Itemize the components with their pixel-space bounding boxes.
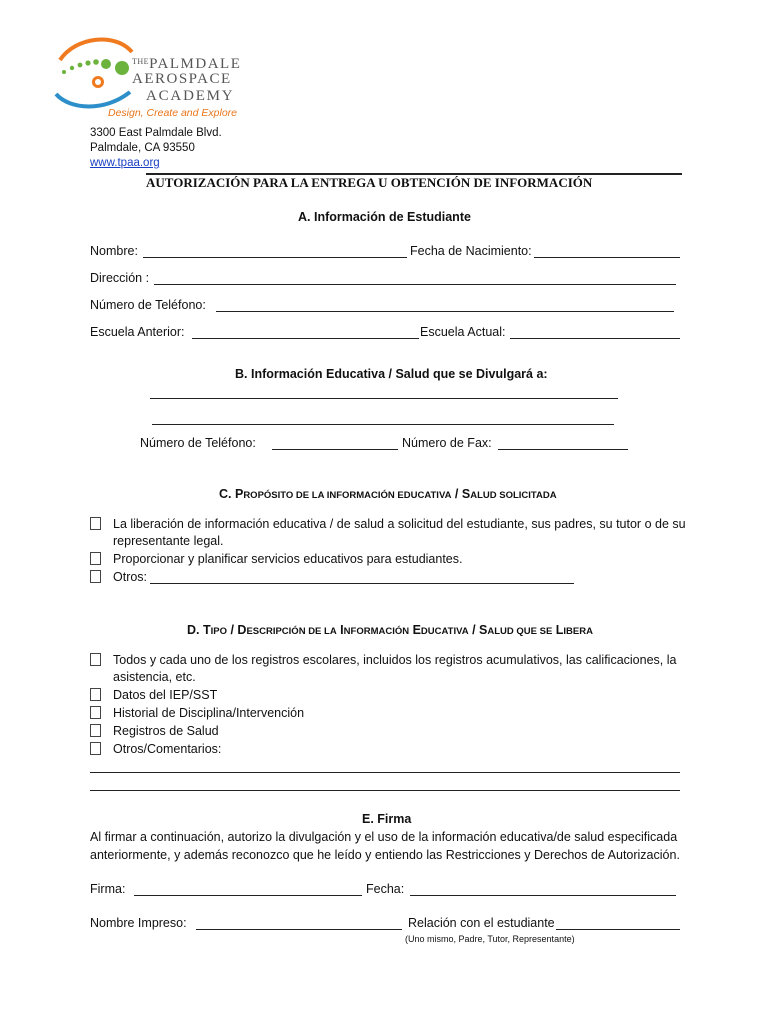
fecha-nacimiento-field[interactable]: [534, 257, 680, 258]
checkbox-purpose-release[interactable]: [90, 517, 111, 533]
recipient-fax-label: Número de Fax:: [402, 436, 492, 450]
direccion-field[interactable]: [154, 284, 676, 285]
telefono-field[interactable]: [216, 311, 674, 312]
title-rule: [146, 173, 682, 175]
authorization-text-2: anteriormente, y además reconozco que he leído y entiendo las Restricciones y Derechos de Autorización.: [90, 848, 680, 862]
logo-palmdale: PALMDALE: [149, 56, 242, 72]
checkbox-purpose-otros[interactable]: [90, 570, 111, 586]
fecha-label: Fecha:: [366, 882, 405, 896]
checkbox-all-records[interactable]: [90, 653, 111, 669]
document-title: AUTORIZACIÓN PARA LA ENTREGA U OBTENCIÓN DE INFORMACIÓN: [146, 175, 593, 190]
logo-academy: ACADEMY: [146, 88, 235, 104]
logo-swoosh-icon: [50, 32, 140, 112]
comments-line-1[interactable]: [90, 772, 680, 773]
comments-line-2[interactable]: [90, 790, 680, 791]
nombre-impreso-label: Nombre Impreso:: [90, 916, 187, 930]
recipient-fax-field[interactable]: [498, 449, 628, 450]
relacion-label: Relación con el estudiante: [408, 916, 555, 930]
escuela-anterior-field[interactable]: [192, 338, 419, 339]
authorization-text-1: Al firmar a continuación, autorizo la divulgación y el uso de la información educativa/de salud especificada: [90, 830, 678, 844]
telefono-label: Número de Teléfono:: [90, 298, 206, 312]
recipient-telefono-label: Número de Teléfono:: [140, 436, 256, 450]
website-link[interactable]: www.tpaa.org: [90, 157, 160, 169]
nombre-field[interactable]: [143, 257, 407, 258]
section-e-heading: E. Firma: [362, 812, 412, 826]
nombre-label: Nombre:: [90, 244, 138, 258]
school-logo: [50, 32, 260, 122]
purpose-release-label: La liberación de información educativa / de salud a solicitud del estudiante, sus padres, su tutor o de su representante legal.: [113, 517, 686, 548]
recipient-telefono-field[interactable]: [272, 449, 398, 450]
escuela-actual-label: Escuela Actual:: [420, 325, 506, 339]
health-label: Registros de Salud: [113, 724, 219, 738]
section-a-heading: A. Información de Estudiante: [298, 210, 471, 224]
escuela-anterior-label: Escuela Anterior:: [90, 325, 185, 339]
purpose-plan-label: Proporcionar y planificar servicios educativos para estudiantes.: [113, 552, 463, 566]
firma-label: Firma:: [90, 882, 126, 896]
section-b-heading: B. Información Educativa / Salud que se Divulgará a:: [235, 367, 548, 381]
relacion-note: (Uno mismo, Padre, Tutor, Representante): [405, 934, 575, 944]
address-street: 3300 East Palmdale Blvd.: [90, 127, 222, 139]
iep-sst-label: Datos del IEP/SST: [113, 688, 218, 702]
escuela-actual-field[interactable]: [510, 338, 680, 339]
checkbox-discipline[interactable]: [90, 706, 111, 722]
section-d-heading: D. TIPO / DESCRIPCIÓN DE LA INFORMACIÓN EDUCATIVA / SALUD QUE SE LIBERA: [187, 623, 593, 637]
checkbox-iep-sst[interactable]: [90, 688, 111, 704]
all-records-label: Todos y cada uno de los registros escolares, incluidos los registros acumulativos, las calificaciones, la asistencia, etc.: [113, 653, 677, 684]
logo-the: THE: [132, 57, 150, 66]
recipient-line-1[interactable]: [150, 398, 618, 399]
fecha-field[interactable]: [410, 895, 676, 896]
firma-field[interactable]: [134, 895, 362, 896]
discipline-label: Historial de Disciplina/Intervención: [113, 706, 305, 720]
purpose-otros-field[interactable]: [150, 583, 574, 584]
checkbox-health[interactable]: [90, 724, 111, 740]
nombre-impreso-field[interactable]: [196, 929, 402, 930]
relacion-field[interactable]: [556, 929, 680, 930]
logo-tagline: Design, Create and Explore: [108, 107, 237, 119]
direccion-label: Dirección :: [90, 271, 150, 285]
checkbox-otros-comentarios[interactable]: [90, 742, 111, 758]
fecha-nacimiento-label: Fecha de Nacimiento:: [410, 244, 532, 258]
recipient-line-2[interactable]: [152, 424, 614, 425]
address-city: Palmdale, CA 93550: [90, 142, 195, 154]
section-c-heading: C. PROPÓSITO DE LA INFORMACIÓN EDUCATIVA / SALUD SOLICITADA: [219, 487, 557, 501]
otros-comentarios-label: Otros/Comentarios:: [113, 742, 222, 756]
logo-aerospace: AEROSPACE: [132, 71, 232, 87]
checkbox-purpose-plan[interactable]: [90, 552, 111, 568]
purpose-otros-label: Otros:: [113, 570, 148, 584]
